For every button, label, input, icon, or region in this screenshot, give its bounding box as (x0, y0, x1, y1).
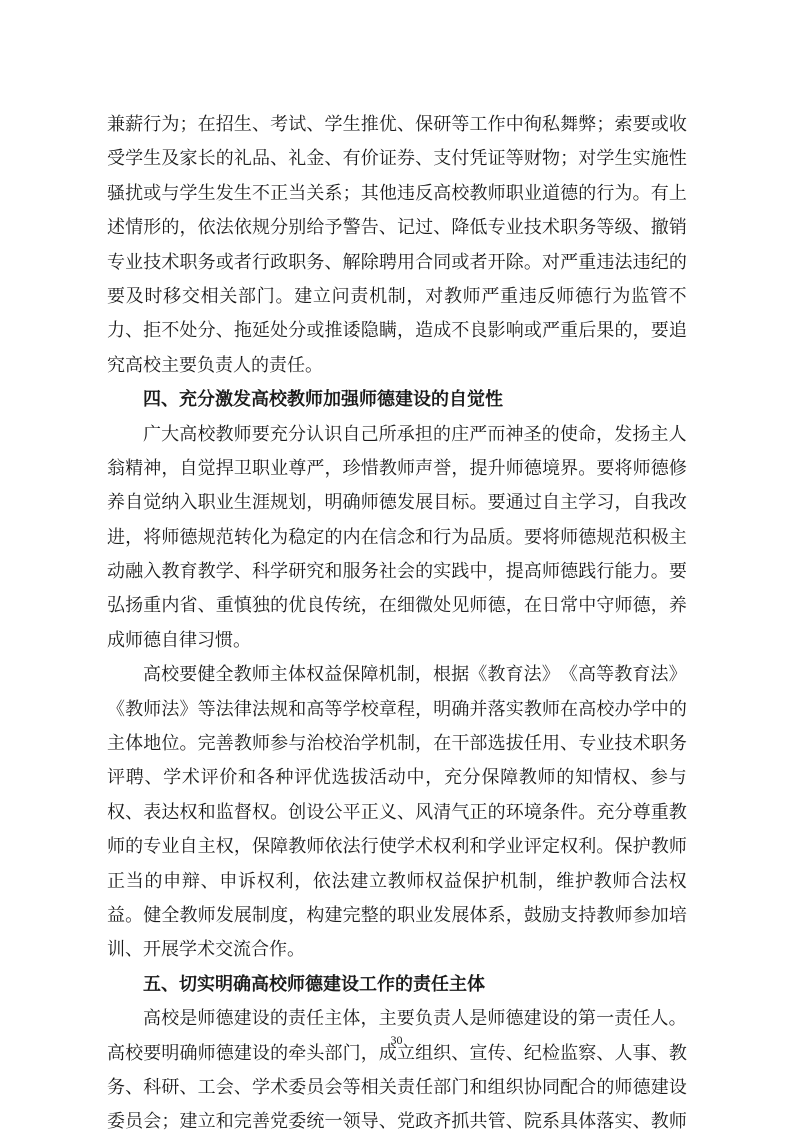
paragraph-line: 高 校 要 明 确 师 德 建 设 的 牵 头 部 门 ， 成 立 组 织 、 宣 传 、 纪 检 监 察 、 人 事 、 教 (107, 1042, 687, 1064)
document-body (107, 108, 687, 1140)
paragraph-line: 要 及 时 移 交 相 关 部 门 。 建 立 问 责 机 制 ， 对 教 师 严 重 违 反 师 德 行 为 监 管 不 (107, 285, 687, 307)
paragraph-line: 翁 精 神 ， 自 觉 捍 卫 职 业 尊 严 ， 珍 惜 教 师 声 誉 ， 提 升 师 德 境 界 。 要 将 师 德 修 (107, 457, 687, 479)
paragraph-line: 《 教 师 法 》 等 法 律 法 规 和 高 等 学 校 章 程 ， 明 确 并 落 实 教 师 在 高 校 办 学 中 的 (107, 698, 687, 720)
paragraph-line: 务 、 科 研 、 工 会 、 学 术 委 员 会 等 相 关 责 任 部 门 和 组 织 协 同 配 合 的 师 德 建 设 (107, 1076, 687, 1098)
paragraph-line: 兼 薪 行 为 ； 在 招 生 、 考 试 、 学 生 推 优 、 保 研 等 工 作 中 徇 私 舞 弊 ； 索 要 或 收 (107, 114, 687, 135)
page-number: 30 (390, 1033, 403, 1047)
paragraph-line: 评 聘 、 学 术 评 价 和 各 种 评 优 选 拔 活 动 中 ， 充 分 保 障 教 师 的 知 情 权 、 参 与 (107, 767, 687, 789)
paragraph-line: 养 自 觉 纳 入 职 业 生 涯 规 划 ， 明 确 师 德 发 展 目 标 。 要 通 过 自 主 学 习 ， 自 我 改 (107, 492, 687, 514)
paragraph-line: 力 、 拒 不 处 分 、 拖 延 处 分 或 推 诿 隐 瞒 ， 造 成 不 良 影 响 或 严 重 后 果 的 ， 要 追 (107, 320, 687, 342)
paragraph-line: 师 的 专 业 自 主 权 ， 保 障 教 师 依 法 行 使 学 术 权 利 和 学 业 评 定 权 利 。 保 护 教 师 (107, 836, 687, 858)
paragraph-line: 广 大 高 校 教 师 要 充 分 认 识 自 己 所 承 担 的 庄 严 而 神 圣 的 使 命 ， 发 扬 主 人 (143, 423, 687, 445)
paragraph-line: 述 情 形 的 ， 依 法 依 规 分 别 给 予 警 告 、 记 过 、 降 低 专 业 技 术 职 务 等 级 、 撤 销 (107, 217, 687, 239)
paragraph-line: 弘 扬 重 内 省 、 重 慎 独 的 优 良 传 统 ， 在 细 微 处 见 师 德 ， 在 日 常 中 守 师 德 ， 养 (107, 595, 687, 617)
section-heading: 四、充分激发高校教师加强师德建设的自觉性 (143, 389, 503, 411)
paragraph-line: 委 员 会 ； 建 立 和 完 善 党 委 统 一 领 导 、 党 政 齐 抓 共 管 、 院 系 具 体 落 实 、 教 师 (107, 1111, 687, 1133)
paragraph-line: 高 校 要 健 全 教 师 主 体 权 益 保 障 机 制 ， 根 据 《 教 育 法 》 《 高 等 教 育 法 》 (143, 664, 687, 686)
paragraph-line: 进 ， 将 师 德 规 范 转 化 为 稳 定 的 内 在 信 念 和 行 为 品 质 。 要 将 师 德 规 范 积 极 主 (107, 526, 687, 548)
paragraph-line: 成师德自律习惯。 (107, 629, 251, 651)
paragraph-line: 高 校 是 师 德 建 设 的 责 任 主 体 ， 主 要 负 责 人 是 师 德 建 设 的 第 一 责 任 人 。 (143, 1008, 687, 1030)
paragraph-line: 专 业 技 术 职 务 或 者 行 政 职 务 、 解 除 聘 用 合 同 或 者 开 除 。 对 严 重 违 法 违 纪 的 (107, 251, 687, 273)
paragraph-line: 权 、 表 达 权 和 监 督 权 。 创 设 公 平 正 义 、 风 清 气 正 的 环 境 条 件 。 充 分 尊 重 教 (107, 801, 687, 823)
paragraph-line: 训、开展学术交流合作。 (107, 939, 305, 961)
paragraph-line: 主 体 地 位 。 完 善 教 师 参 与 治 校 治 学 机 制 ， 在 干 部 选 拔 任 用 、 专 业 技 术 职 务 (107, 733, 687, 755)
paragraph-line: 正 当 的 申 辩 、 申 诉 权 利 ， 依 法 建 立 教 师 权 益 保 护 机 制 ， 维 护 教 师 合 法 权 (107, 870, 687, 892)
paragraph-line: 益 。 健 全 教 师 发 展 制 度 ， 构 建 完 整 的 职 业 发 展 体 系 ， 鼓 励 支 持 教 师 参 加 培 (107, 904, 687, 926)
paragraph-line: 受 学 生 及 家 长 的 礼 品 、 礼 金 、 有 价 证 券 、 支 付 凭 证 等 财 物 ； 对 学 生 实 施 性 (107, 148, 687, 170)
paragraph-line: 究高校主要负责人的责任。 (107, 354, 323, 376)
section-heading: 五、切实明确高校师德建设工作的责任主体 (143, 973, 485, 995)
paragraph-line: 骚 扰 或 与 学 生 发 生 不 正 当 关 系 ； 其 他 违 反 高 校 教 师 职 业 道 德 的 行 为 。 有 上 (107, 182, 687, 204)
paragraph-line: 动 融 入 教 育 教 学 、 科 学 研 究 和 服 务 社 会 的 实 践 中 ， 提 高 师 德 践 行 能 力 。 要 (107, 561, 687, 583)
